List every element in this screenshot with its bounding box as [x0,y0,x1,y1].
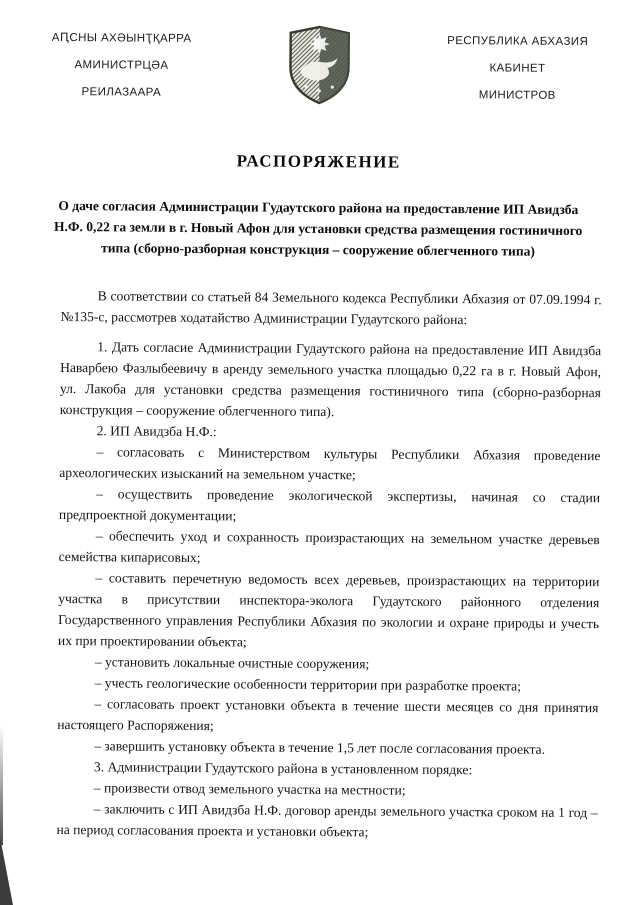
paragraph-dash: – согласовать проект установки объекта в течение шести месяцев со дня принятия настоящего Распоряжения; [57,696,599,734]
letterhead-line: РЕСПУБЛИКА АБХАЗИЯ [447,35,589,49]
document-title: РАСПОРЯЖЕНИЕ [236,151,401,172]
document-subject: О даче согласия Администрации Гудаутского района на предоставление ИП Авидзба Н.Ф. 0,22 га земли в г. Новый Афон для установки средства размещения гостиничного типа (сборно-разборная конструкция – сооружение облегченного типа) [54,197,583,259]
letterhead-russian-block [411,28,624,111]
paragraph-item-2: 2. ИП Авидзба Н.Ф.: [96,423,217,440]
coat-of-arms-icon [286,24,353,107]
letterhead [0,0,640,115]
paragraph-item-1: 1. Дать согласие Администрации Гудаутского района на предоставление ИП Авидзба Наварбею Фазлыбеевичу в аренду земельного участка площадью 0,22 га в г. Новый Афон, ул. Лакоба для установки средства размещения гостиничного типа (сборно-разборная конструкция – сооружение облегченного типа). [59,339,602,420]
paragraph-dash: – составить перечетную ведомость всех деревьев, произрастающих на территории участка в присутствии инспектора-эколога Гудаутского районного отделения Государственного управления Республики Абхазия по экологии и охране природы и учесть их при проектировании объекта; [57,570,600,650]
letterhead-abkhaz-block [15,25,228,108]
letterhead-line: АԤСНЫ АХӘЫНҬҚАРРА [51,31,192,45]
document-body [56,285,601,844]
letterhead-line: РЕИЛАЗААРА [81,86,162,99]
scan-corner-artifact [0,837,13,905]
letterhead-line: АМИНИСТРЦӘА [74,59,169,72]
paragraph-dash: – завершить установку объекта в течение 1,5 лет после согласования проекта. [94,738,546,757]
letterhead-line: МИНИСТРОВ [478,89,556,102]
paragraph-dash: – учесть геологические особенности территории при разработке проекта; [94,675,522,694]
paragraph-dash: – произвести отвод земельного участка на местности; [93,780,406,798]
paragraph-dash: – осуществить проведение экологической экспертизы, начиная со стадии предпроектной документации; [58,486,601,524]
paragraph-dash: – заключить с ИП Авидзба Н.Ф. договор аренды земельного участка сроком на 1 год – на период согласования проекта и установки объекта; [56,801,598,840]
letterhead-line: КАБИНЕТ [489,62,546,75]
paragraph-dash: – обеспечить уход и сохранность произрастающих на земельном участке деревьев семейства кипарисовых; [58,528,600,566]
paragraph-dash: – установить локальные очистные сооружения; [94,654,370,672]
paragraph-preamble: В соответствии со статьей 84 Земельного кодекса Республики Абхазия от 07.09.1994 г. №135-с, рассмотрев ходатайство Администрации Гудаутского района: [60,288,602,328]
scan-edge-artifact [0,725,3,845]
paragraph-item-3: 3. Администрации Гудаутского района в установленном порядке: [93,759,473,778]
paragraph-dash: – согласовать с Министерством культуры Республики Абхазия проведение археологических изысканий на земельном участке; [59,444,601,483]
